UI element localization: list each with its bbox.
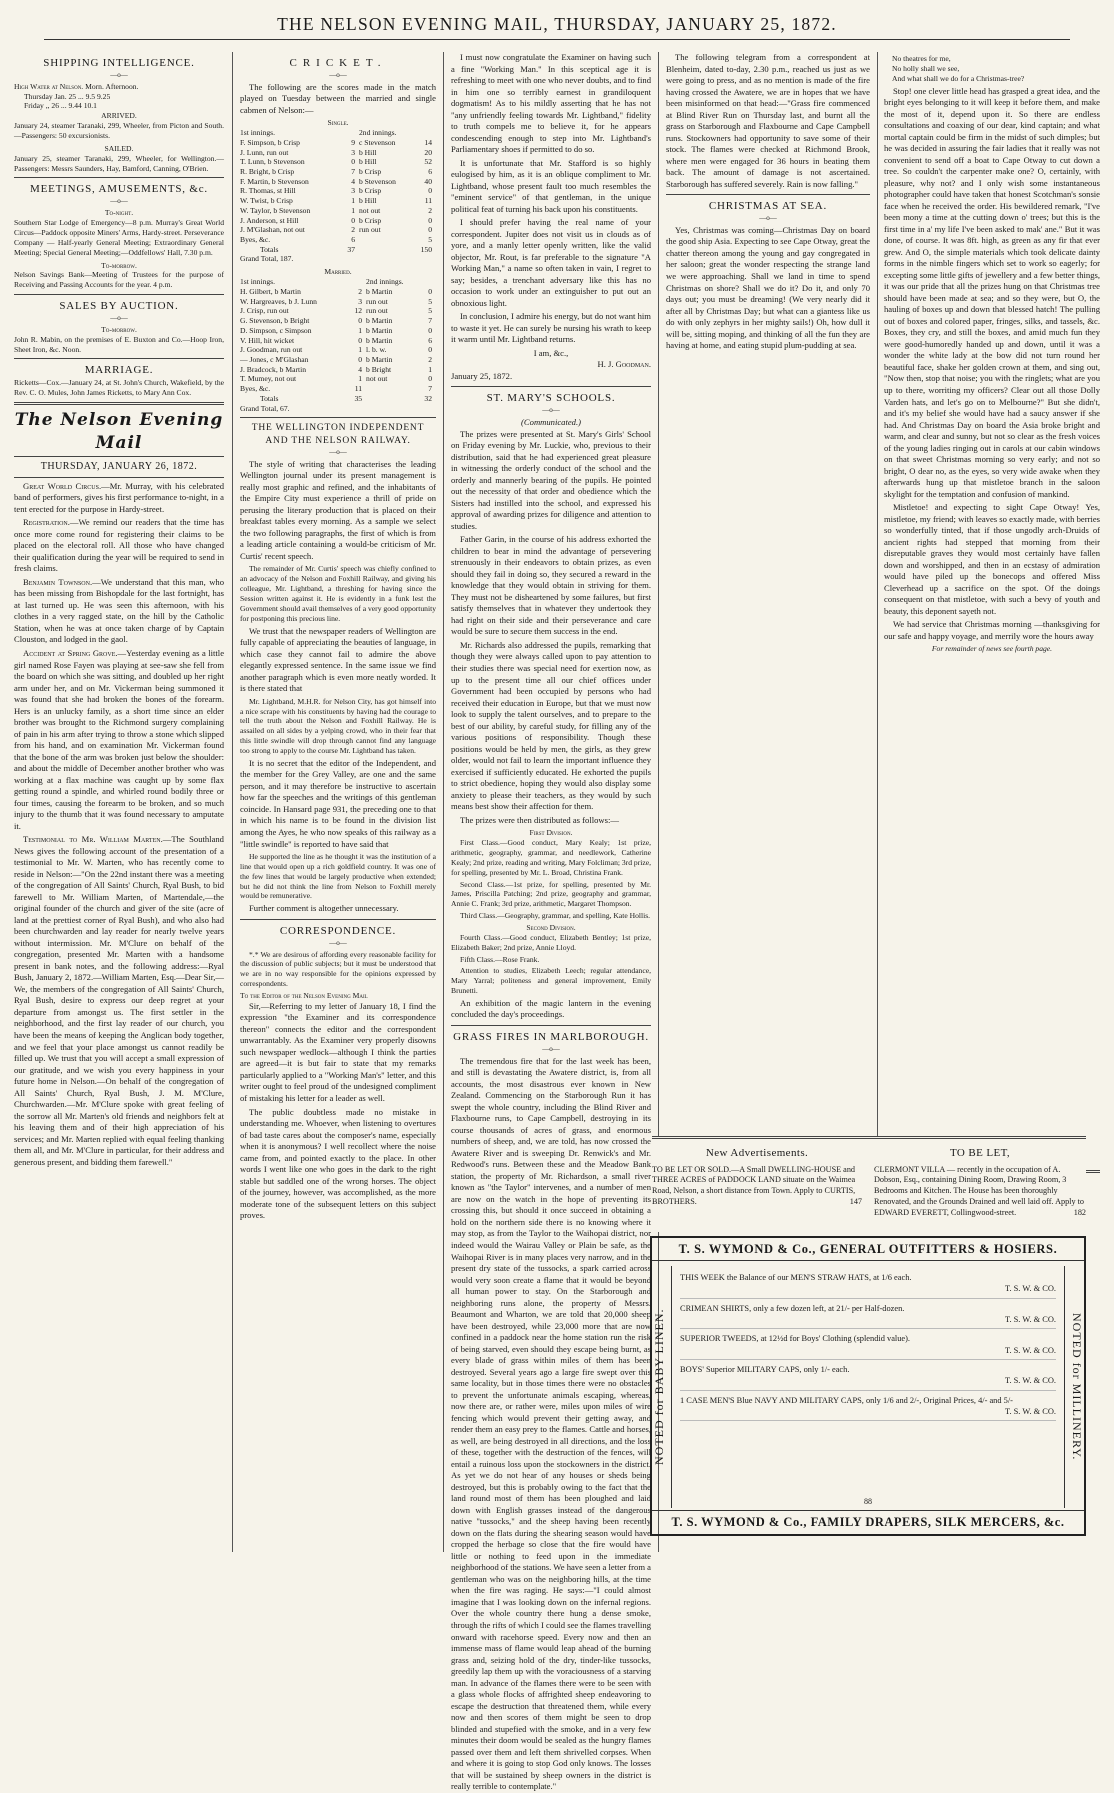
- score-cell: b Martin: [366, 354, 393, 364]
- score-cell: J. M'Glashan, not out: [240, 225, 305, 235]
- score-row: [240, 235, 436, 245]
- correspondence-p6: In conclusion, I admire his energy, but do not want him to waste it yet. He can surely be nursing his wrath to keep it warm until Mr. Lightband returns.: [451, 311, 651, 345]
- score-cell: J. Bradcock, b Martin: [240, 364, 307, 374]
- score-cell: 0: [358, 316, 363, 326]
- score-cell: W. Taylor, b Stevenson: [240, 205, 311, 215]
- news-lead: Great World Circus.: [23, 480, 102, 491]
- christmas-p4: We had service that Christmas morning —thanksgiving for our safe and happy voyage, and merrily wore the hours away: [884, 619, 1100, 641]
- shipping-heading: SHIPPING INTELLIGENCE.: [43, 57, 195, 69]
- score-row: [240, 355, 436, 365]
- innings-1-label: 1st innings.: [240, 277, 276, 287]
- correspondence-p2: The public doubtless made no mistake in understanding me. Whoever, when listening to overtures of bad taste cares about the composer's name, especially when it is anonymous? I well recollect where the noise came from, and pointed exactly to the place. In other words I went like one who goes in the dark to the right stable but saddled one of the wrong horses. The object of the journey, however, was accomplished, as the more moderate tone of the subsequent letters on this subject proves.: [240, 1106, 436, 1221]
- score-cell: 4: [358, 364, 363, 374]
- score-cell: D. Simpson, c Simpson: [240, 325, 312, 335]
- local-news: [14, 481, 224, 1168]
- score-cell: — Jones, c M'Glashan: [240, 354, 309, 364]
- score-cell: 2: [428, 205, 432, 215]
- new-ads-heading-left: New Advertisements.: [705, 1147, 809, 1159]
- railway-p1: The style of writing that characterises the leading Wellington journal under its present management is really most graphic and refined, and the inhabitants of the Empire City must experience a thrill of pride on perusing the literary production that is placed on their breakfast tables every morning. As a sample we select the two following paragraphs, the first of which is from a leading article containing a would-be criticism of Mr. Curtis' recent speech.: [240, 458, 436, 561]
- marriage-heading: MARRIAGE.: [84, 364, 154, 377]
- score-cell: W. Twist, b Crisp: [240, 196, 293, 206]
- news-item: [14, 648, 224, 832]
- divider: [14, 177, 224, 178]
- single-label: Single.: [327, 118, 349, 128]
- correspondence-p4: It is unfortunate that Mr. Stafford is so highly eulogised by him, as it is an oblique compliment to Mr. Lightband, whose present fault too much resembles the "eminent service" of that gentleman, in the unique political feat of turning his back upon his constituents.: [451, 157, 651, 214]
- score-cell: not out: [358, 205, 381, 215]
- score-row: [240, 177, 436, 187]
- score-row: [240, 167, 436, 177]
- wymond-item-text: CRIMEAN SHIRTS, only a few dozen left, at 21/- per Half-dozen.: [680, 1303, 905, 1313]
- news-lead: Registration.: [23, 517, 70, 528]
- correspondence-p3: I must now congratulate the Examiner on having such a fine "Working Man." In this sceptical age it is refreshing to meet with one who never doubts, and to find in him one so terribly earnest in grandiloquent dogmatism! As to his mildly asserting that he has not "any unfriendly feeling towards Mr. Lightband," fidelity to truth compels me to believe it, for he appears condescending enough to step into Mr. Lightband's Parliamentary shoes if permitted to do so.: [451, 52, 651, 155]
- score-cell: 0: [428, 215, 432, 225]
- score-row: [240, 287, 436, 297]
- score-row: [240, 225, 436, 235]
- christmas-p3: Mistletoe! and expecting to sight Cape Otway! Yes, mistletoe, my friend; with leaves so exactly made, with berries so wonderfully tinted, that if those ungodly arch-Druids of ancient rights had stepped that morning from their disreputable graves they would most certainly have fallen down and worshipped, and then in an ecstasy of admiration would have piled up the bonecops and offered Miss Cleverhead up a sacrifice on the spot. Of the doings consequent on that mistletoe, with such a bevy of youth and beauty, this deponent sayeth not.: [884, 502, 1100, 616]
- score-cell: G. Stevenson, b Bright: [240, 316, 310, 326]
- score-row: [240, 148, 436, 158]
- score-cell: 1: [358, 345, 363, 355]
- score-cell: [366, 384, 419, 394]
- marriage-text: Ricketts—Cox.—January 24, at St. John's Church, Wakefield, by the Rev. C. O. Mules, John James Ricketts, to Mary Ann Cox.: [14, 378, 224, 397]
- tomorrow-text: Nelson Savings Bank—Meeting of Trustees for the purpose of Receiving and Passing Accounts for the year. 4 p.m.: [14, 270, 224, 290]
- auction-tomorrow-label: To-morrow.: [101, 324, 137, 334]
- score-cell: b Crisp: [358, 167, 382, 177]
- to-let-zone: [652, 1136, 1086, 1232]
- wymond-head: T. S. WYMOND & Co., GENERAL OUTFITTERS & HOSIERS.: [652, 1238, 1084, 1261]
- score-cell: 1: [358, 325, 363, 335]
- score-cell: run out: [366, 306, 388, 316]
- communicated: (Communicated.): [521, 417, 581, 428]
- news-text: —We remind our readers that the time has once more come round for registering their claims to be placed on the electoral roll. All those who have changed their qualification during the year will be required to send in fresh claims.: [14, 517, 224, 574]
- news-lead: Testimonial to Mr. William Marten.: [23, 834, 163, 845]
- to-editor: To the Editor of the Nelson Evening Mail: [240, 991, 368, 1000]
- christmas-heading: CHRISTMAS AT SEA.: [708, 200, 828, 213]
- score-cell: run out: [358, 225, 381, 235]
- closing: I am, &c.,: [533, 347, 569, 358]
- sailed-text: January 25, steamer Taranaki, 299, Wheeler, for Wellington.—Passengers: Messrs Saunders, Hay, Bamford, Canning, O'Brien.: [14, 153, 224, 173]
- grass-fires-p1: The tremendous fire that for the last week has been, and still is devastating the Awatere district, is, from all accounts, the most disastrous ever known in New Zealand. Commencing on the Starborough Run it has swept the whole country, including the Blind River and Flaxbourne runs, to Cape Campbell, destroying in its course thousands of acres of grass, and enormous numbers of sheep, and, we are told, has now crossed the Awatere River and is sweeping Dr. Renwick's and Mr. Redwood's runs. Between these and the Meadow Bank station, the property of Mr. Richardson, a small river known as "the Taylor" intervenes, and a number of men are now on the watch in the hope of preventing its crossing this, but should it once succeed in obtaining a hold on the northern side there is no knowing where it may stop, as from the Taylor to the Waihopai district, nor indeed would the Wairau Valley or Plain be safe, as the Waihopai River is in many places very narrow, and in the present dry state of the tussocks, a spark carried across would very soon create a flame that it would be beyond all human power to stay. On the Starborough and neighboring runs alone, the property of Messrs. Beaumont and Wharton, we are told that 20,000 sheep have been destroyed, while 23,000 more that are now confined in a paddock near the home station run the risk of being starved, even should they escape being burnt, as every blade of grass within miles of them has been destroyed. Several years ago a large fire swept over this same locality, but in those times there were no obstacles to prevent the unfortunate animals escaping, whereas, now there are, or rather were, miles upon miles of wire fencing which would prevent their getting away, and render them an easy prey to the flames. Cattle and horses, as well, are being destroyed in all directions, and the loss of these, together with the destruction of the fences, will entail a ruinous loss upon the stockowners in the district. As yet we do not hear of any houses or sheds being destroyed, but this is probably owing to the fact that the land round most of them has been ploughed and laid down with English grasses instead of the dangerous native "tussocks," and the sheep having been recently down on the flats during the shearing season would have cropped the herbage so close that the fire would have little or nothing to feed upon in the immediate neighborhood of the stations. We have seen a letter from a gentleman who was on the neighboring hills, at the time when the fire was raging. He says:—"I could almost imagine that I was looking down on the infernal regions. Over the whole country there hung a dense smoke, through the rifts of which I could see the flames travelling onward with racehorse speed. Every now and then an immense mass of flame would leap ahead of the burning grass and, seizing hold of the dry, tinder-like tussocks, greedily lap them up with the voraciousness of a starving man. In advance of the flames there were to be seen with a glass whole flocks of affrighted sheep endeavoring to escape the destruction that threatened them, while every now and then scores of them might be seen to drop blinded and stupefied with the smoke, and in a very few minutes their doom would be sealed as the hungry flames passed over them and left them shrivelled corpses. When and where it is going to stop God only knows. The losses that will be sustained by sheep owners in the district is really terrible to contemplate.": [451, 1055, 651, 1792]
- score-row: [240, 336, 436, 346]
- christmas-p2: Stop! one clever little head has grasped a great idea, and the bright eyes belonging to it will keep it before them, and make the most of it, depend upon it. So there are endless consultations and coaxing of our dear, kind captain; and what mortal captain could be firm in the midst of such dimples; but he was decided in assuring the fair ladies that it really was not convenient to send off a boat to Cape Otway to cut down a tree. So couldn't the carpenter make one? O, certainly, with pleasure, why not? and I only wish some instantaneous photographer could have taken that honest Scotchman's sonsie face when he received the order. His bewildered remark, "I've been mony a time at the cutting down o' trees; but this is the first time in a' my life I've been asked to mak' ane." But it was done, of course. It was 8ft. high, as green as any fir that ever grew. And O, the simple materials which took delicate dainty forms in the nimble fingers which set to work so eagerly; for excepting some little gifts of jewellery and a few better things, it was our pride that all the prizes hung on that Christmas tree should have been made at sea; and so they were, but O, the hauling of boxes up and down that blessed hatch! The pulling out of boxes and colored paper, fringes, silks, and tassels, &c. Boxes, they cry, and still the boxes, and amid much fun they were good-humoredly handed up and down, until it was a wonder the white lady at the bow did not turn round her beautiful face, shake her golden crown at them, and sing out, "Now then, stop that noise; you with the ringlets; what are you up to there, worriting my officers? Clear out all those Dolly Varden hats, and let's go on to Melbourne?" But she didn't, and it's my belief she would have had a saucy answer if she had. And Christmas Day on board the Asia broke bright and warm, and clear and sunny, but not so clear as the fresh voices of the young ladies ringing out in carols at our cabin windows on that sweet Christmas morning so very early; and not so bright, O dear no, as the eyes, so very wide awake when they afterwards hung up that mistletoe branch in the saloon skylight for the temptation and confusion of mankind.: [884, 85, 1100, 499]
- score-cell: 0: [428, 286, 432, 296]
- wymond-item-text: BOYS' Superior MILITARY CAPS, only 1/- each.: [680, 1365, 850, 1375]
- score-cell: [359, 235, 414, 245]
- totals-2: 150: [420, 244, 432, 254]
- score-cell: 7: [428, 384, 432, 394]
- news-lead: Benjamin Townson.: [23, 576, 93, 587]
- score-cell: b Stevenson: [358, 176, 396, 186]
- score-cell: b Martin: [366, 286, 393, 296]
- score-cell: R. Thomas, st Hill: [240, 186, 296, 196]
- correspondence-note: *.* We are desirous of affording every reasonable facility for the discussion of public subjects; but it must be understood that we are in no way responsible for the opinions expressed by correspondents.: [240, 949, 436, 989]
- ad1: [652, 1165, 862, 1208]
- score-cell: 4: [351, 176, 355, 186]
- ornament: —o—: [759, 213, 777, 222]
- wymond-item-by: T. S. W. & CO.: [1004, 1376, 1056, 1386]
- letter-date: January 25, 1872.: [451, 370, 513, 381]
- meetings-heading: MEETINGS, AMUSEMENTS, &c.: [30, 183, 208, 196]
- railway-p2: We trust that the newspaper readers of Wellington are fully capable of appreciating the beauties of language, in which case they cannot fail to admire the above elegantly expressed sentence. In the same issue we find another paragraph which is even more neatly worded. It is there stated that: [240, 625, 436, 694]
- ornament: —o—: [110, 313, 128, 322]
- score-row: [240, 374, 436, 384]
- score-row: [240, 157, 436, 167]
- ornament: —o—: [542, 406, 560, 415]
- score-cell: 7: [351, 167, 355, 177]
- score-cell: 2: [351, 225, 355, 235]
- sailed-label: SAILED.: [104, 143, 134, 153]
- wymond-item: [680, 1299, 1056, 1330]
- wymond-advertisement: [650, 1236, 1086, 1536]
- fourth-class: Fourth Class.—Good conduct, Elizabeth Bentley; 1st prize, Elizabeth Baker; 2nd prize, Annie Lloyd.: [451, 932, 651, 952]
- railway-heading: THE WELLINGTON INDEPENDENT AND THE NELSON RAILWAY.: [251, 423, 425, 447]
- column-3: [451, 52, 651, 1792]
- score-cell: b Martin: [366, 316, 393, 326]
- news-lead: Accident at Spring Grove.: [23, 647, 118, 658]
- tide-row: Friday ,, 26 ... 9.44 10.1: [24, 101, 97, 111]
- score-cell: J. Crisp, run out: [240, 306, 289, 316]
- score-cell: 3: [351, 147, 355, 157]
- score-cell: 11: [354, 384, 363, 394]
- totals-1: 35: [354, 393, 363, 403]
- married-grand-total: Grand Total, 67.: [240, 403, 290, 413]
- railway-quote3: He supported the line as he thought it was the institution of a line that would open up a rich goldfield country. It was one of the few lines that would be largely productive when extended; but he did not think the line from Nelson to Foxhill merely would be remunerative.: [240, 852, 436, 901]
- score-cell: 0: [428, 325, 432, 335]
- score-cell: b Martin: [366, 325, 393, 335]
- score-cell: V. Hill, hit wicket: [240, 335, 295, 345]
- totals-1: 37: [347, 244, 355, 254]
- score-cell: J. Lunn, run out: [240, 147, 289, 157]
- correspondence-p5: I should prefer having the real name of your correspondent. Jupiter does not visit us in clouds as of yore, and a manly letter openly written, like the valid objector, Mr. Rout, is far preferable to the signature "A Working Man," a name so often taken in vain, I regret to say; besides, a trenchant adversary like this has no occasion to work under an extinguisher to put out an obnoxious light.: [451, 217, 651, 308]
- score-cell: 0: [428, 374, 432, 384]
- score-cell: 1: [351, 196, 355, 206]
- score-cell: T. Lunn, b Stevenson: [240, 157, 305, 167]
- score-row: [240, 306, 436, 316]
- innings-head: [240, 128, 436, 138]
- score-cell: b Crisp: [358, 215, 382, 225]
- totals-label: Totals: [260, 244, 279, 254]
- column-4: [666, 52, 870, 1222]
- railway-p4: Further comment is altogether unnecessary.: [249, 903, 399, 914]
- wymond-item-by: T. S. W. & CO.: [1004, 1284, 1056, 1294]
- railway-quote2: Mr. Lightband, M.H.R. for Nelson City, has got himself into a nice scrape with his constituents by having had the courage to tell the truth about the Nelson and Foxhill Railway. He is assailed on all sides by a yelping crowd, who in their fear that this little swindle will drop through cannot find any language too strong to apply to the course Mr. Lightband has taken.: [240, 696, 436, 756]
- ornament: —o—: [329, 938, 347, 947]
- score-cell: 5: [428, 296, 432, 306]
- ornament: —o—: [542, 1044, 560, 1053]
- divider: [14, 402, 224, 405]
- divider: [666, 194, 870, 195]
- ornament: —o—: [110, 70, 128, 79]
- score-cell: H. Gilbert, b Martin: [240, 286, 301, 296]
- score-cell: J. Anderson, st Hill: [240, 215, 299, 225]
- score-cell: 11: [424, 196, 432, 206]
- railway-quote1: The remainder of Mr. Curtis' speech was chiefly confined to an advocacy of the Nelson and Foxhill Railway, and giving his colleague, Mr. Lightband, a threshing for having since the Session written against it. He is evidently in a funk lest the Government should avail themselves of a very good opportunity for postponing this precious line.: [240, 564, 436, 623]
- score-row: [240, 365, 436, 375]
- score-cell: not out: [366, 374, 388, 384]
- correspondence-p1: Sir,—Referring to my letter of January 18, I find the expression "the Examiner and its correspondence thereon" connects the editor and the correspondent unwarrantably. As the Examiner very properly disowns such newspaper wedlock—although I think the parties are agreed—it is but fair to state that my remarks particularly applied to a "Working Man's" letter, and this writer ought to feel proud of the undesigned compliment of mistaking his letter for a leader as well.: [240, 1000, 436, 1103]
- tonight-label: To-night.: [104, 208, 134, 218]
- score-cell: 5: [428, 306, 432, 316]
- totals-row: [240, 245, 436, 255]
- score-cell: b Hill: [358, 157, 377, 167]
- divider: [240, 417, 436, 418]
- score-row: [240, 186, 436, 196]
- column-5: [884, 52, 1100, 1222]
- score-cell: 0: [358, 335, 363, 345]
- score-cell: 0: [358, 354, 363, 364]
- score-cell: 6: [428, 335, 432, 345]
- divider: [652, 1136, 1086, 1139]
- news-item: [14, 577, 224, 646]
- wymond-item-by: T. S. W. & CO.: [1004, 1407, 1056, 1417]
- column-2: [240, 52, 436, 1552]
- schools-p4: The prizes were then distributed as follows:—: [460, 814, 619, 825]
- auction-text: John R. Mabin, on the premises of E. Buxton and Co.—Hoop Iron, Sheet Iron, &c. Noon.: [14, 334, 224, 354]
- news-item: [14, 834, 224, 1168]
- score-cell: 3: [351, 186, 355, 196]
- paper-date: THURSDAY, JANUARY 26, 1872.: [14, 456, 224, 477]
- second-division: Second Division.: [526, 922, 576, 932]
- arrived-label: ARRIVED.: [101, 111, 137, 121]
- first-class: First Class.—Good conduct, Mary Kealy; 1st prize, arithmetic, geography, grammar, and needlework, Catherine Kealy; 2nd prize, reading and writing, Mary Folcliman; 3rd prize, for spelling, presented by Mr. L. Broad, Christina Frank.: [451, 838, 651, 877]
- schools-p3: Mr. Richards also addressed the pupils, remarking that though they were always called upon to pay attention to their studies there was special need for exertion now, as up to the present time all our chief offices under Government had been occupied by persons who had received their education in Europe, but that we must now look to supply the talent ourselves, and to prepare to the best of our ability, by careful study, for filling any of the various positions of responsibility. Though these positions would be held by men, the girls, as they grew older, would not fail to learn the important influence they exercised if sufficiently educated. He exhorted the pupils to strict obedience, hoping they would also display some anxiety to please their teachers, as they would by such means best show their affection for them.: [451, 639, 651, 812]
- to-be-let-heading: TO BE LET,: [949, 1147, 1011, 1159]
- score-row: [240, 384, 436, 394]
- arrived-text: January 24, steamer Taranaki, 299, Wheeler, from Picton and South.—Passengers: 50 excursionists.: [14, 121, 224, 141]
- wymond-item-text: THIS WEEK the Balance of our MEN'S STRAW HATS, at 1/6 each.: [680, 1273, 912, 1282]
- ad-block-right: [874, 1142, 1086, 1219]
- schools-p2: Father Garin, in the course of his address exhorted the children to bear in mind the advantage of persevering strenuously in their endeavors to obtain prizes, as even should they fail in doing so, they secured a reward in the knowledge that they would obtain in striving for them. They must not be disheartened by some failures, but first satisfy themselves that in whatever they undertook they had right on their side and their perseverance and care would be sure to secure them success in the end.: [451, 534, 651, 637]
- wymond-item-text: 1 CASE MEN'S Blue NAVY AND MILITARY CAPS, only 1/6 and 2/-, Original Prices, 4/- and 5/-: [680, 1395, 1013, 1405]
- innings-2-label: 2nd innings.: [358, 128, 397, 138]
- cricket-intro: The following are the scores made in the match played on Tuesday between the married and single cabmen of Nelson:—: [240, 81, 436, 115]
- score-cell: 0: [428, 225, 432, 235]
- score-cell: b Hill: [358, 196, 377, 206]
- railway-p3: It is no secret that the editor of the Independent, and the member for the Grey Valley, are one and the same person, and it may therefore be instructive to ascertain how far the speeches and the writings of this gentleman coincide. In Hansard page 931, the preceding one to that in which his name is to be found in the division list among the Ayes, he who now speaks of this railway as a "little swindle" is reported to have said that: [240, 757, 436, 849]
- score-cell: 5: [428, 235, 432, 245]
- score-cell: run out: [366, 296, 388, 306]
- tide-row: Thursday Jan. 25 ... 9.5 9.25: [24, 91, 111, 101]
- wymond-number: 88: [864, 1497, 872, 1506]
- score-row: [240, 196, 436, 206]
- tomorrow-label: To-morrow.: [101, 260, 137, 270]
- column-rule: [443, 52, 444, 1552]
- wymond-item-by: T. S. W. & CO.: [1004, 1315, 1056, 1325]
- score-cell: 3: [358, 296, 363, 306]
- remainder-note: For remainder of news see fourth page.: [931, 644, 1053, 654]
- high-water-label: High Water at Nelson.: [14, 81, 84, 91]
- score-cell: Byes, &c.: [240, 235, 271, 245]
- score-cell: 2: [428, 354, 432, 364]
- score-cell: b Martin: [366, 335, 393, 345]
- divider: [451, 1025, 651, 1026]
- score-cell: 7: [428, 316, 432, 326]
- innings-2-label: 2nd innings.: [366, 277, 404, 287]
- divider: [451, 386, 651, 387]
- single-grand-total: Grand Total, 187.: [240, 254, 294, 264]
- score-cell: 6: [428, 167, 432, 177]
- score-row: [240, 297, 436, 307]
- score-cell: 20: [424, 147, 432, 157]
- wymond-item: [680, 1391, 1056, 1422]
- totals-row: [240, 394, 436, 404]
- score-row: [240, 326, 436, 336]
- score-cell: c Stevenson: [358, 137, 396, 147]
- wymond-item-text: SUPERIOR TWEEDS, at 12½d for Boys' Clothing (splendid value).: [680, 1334, 911, 1344]
- ornament: —o—: [110, 197, 128, 206]
- christmas-p1: Yes, Christmas was coming—Christmas Day on board the good ship Asia. Expecting to see Cape Otway, great the chatter thereon among the young and gay congregated in her saloon; great the wonder respecting the strange land we were approaching. Shall we land in time to spend Christmas on shore? Shall we do it? Do it, and only 70 days out; you must be dreaming! (We very nearly did it after all by Christmas Day; but what can a giantess like us do with only zephyrs in her mighty sails!) Oh, how dull it will be, sitting moping, and thinking of all the fun they are having at home, and eating stupid plum-pudding at sea.: [666, 224, 870, 351]
- grass-fires-heading: GRASS FIRES IN MARLBOROUGH.: [453, 1031, 649, 1043]
- paper-title: The Nelson Evening Mail: [14, 409, 224, 453]
- totals-label: Totals: [260, 393, 279, 403]
- innings-head: [240, 277, 436, 287]
- ad2-text: CLERMONT VILLA — recently in the occupation of A. Dobson, Esq., containing Dining Room, Drawing Room, 3 Bedrooms and Kitchen. The House has been thoroughly Renovated, and the Grounds Drained and well laid off. Apply to EDWARD EVERETT, Collingwood-street.: [874, 1164, 1084, 1217]
- score-cell: 9: [351, 137, 355, 147]
- score-cell: 6: [351, 235, 355, 245]
- score-cell: 0: [428, 345, 432, 355]
- second-class: Second Class.—1st prize, for spelling, presented by Mr. James, Priscilla Patching; 2nd prize, geography and grammar, Annie C. Frank; 3rd prize, arithmetic, Margaret Thompson.: [451, 879, 651, 909]
- score-cell: 12: [354, 306, 363, 316]
- signature: H. J. Goodman.: [597, 359, 651, 370]
- wymond-foot: T. S. WYMOND & Co., FAMILY DRAPERS, SILK MERCERS, &c.: [652, 1510, 1084, 1534]
- column-rule: [877, 52, 878, 1222]
- score-cell: R. Bright, b Crisp: [240, 167, 295, 177]
- score-row: [240, 216, 436, 226]
- score-cell: b Bright: [366, 364, 392, 374]
- news-text: —Mr. Murray, with his celebrated band of performers, gives his first performance to-night, in a tent erected for the purpose in Hardy-street.: [14, 480, 224, 514]
- score-cell: 0: [351, 157, 355, 167]
- score-cell: F. Simpson, b Crisp: [240, 137, 300, 147]
- ad1-number-left: 147: [849, 1197, 862, 1206]
- ornament: —o—: [329, 447, 347, 456]
- news-text: —The Southland News gives the following account of the presentation of a testimonial to Mr. W. Marten, who has recently come to reside in Nelson:—"On the 22nd instant there was a meeting of the congregation of All Saints' Church, Ryal Bush, to bid farewell to Mr. William Marten, of Martendale,—the original founder of the church and giver of the site (acre of land at the prettiest corner of Ryal Bush), and who also had been churchwarden and lay reader for nearly twelve years without intermission. Mr. M'Clure on behalf of the congregation, presented Mr. Marten with a handsome present in bank notes, and the following address:—Ryal Bush, January 2, 1872.—William Marten, Esq.—Dear Sir,—We, the members of the congregation of All Saints' Church, Ryal Bush, desire to express our deep regret at your departure from amongst us. The first settler in the neighborhood, and the first lay reader of our church, you have been the means of keeping the Anglican body together, and we feel that your place amongst us cannot readily be filled up. We trust that you will accept a small expression of our gratitude, and we wish you every happiness in your future home in Nelson.—On behalf of the congregation of All Saints' Church, Ryal Bush, J. M. M'Clure, Churchwarden.—Mr. M'Clure spoke with great feeling of the sorrow all Mr. Marten's old friends and neighbors felt at his leaving them and of their high appreciation of his services; and Mr. Marten replied with equal feeling thanking them all, and Mr. M'Clure in particular, for their address and generous present, and bidding them farewell.": [14, 834, 224, 1167]
- ad2: [874, 1165, 1086, 1219]
- score-cell: 2: [358, 286, 363, 296]
- news-text: —Yesterday evening as a little girl named Rose Fayen was playing at see-saw she fell from the board on which she was sitting, and doubled up her right arm under her, and on Mr. Vickerman being summoned it was found that she had broken the bones of the forearm. Hers is an unlucky family, as a short time since an elder brother was brought to the Richmond surgery complaining of pain in his arm after trying to throw a stone which slipped from his hand, and on examination Mr. Vickerman found that the bone of the arm was broken just below the shoulder: and about the middle of December another brother who was working at a flax machine was caught up by some flax getting round a spindle, and whirled round bodily three or four times, causing the forearm to be broken, and so much injury to the thumb that it was found necessary to amputate it.: [14, 647, 225, 831]
- ornament: —o—: [329, 70, 347, 79]
- ad2-number: 182: [1073, 1207, 1086, 1217]
- schools-heading: ST. MARY'S SCHOOLS.: [486, 392, 616, 405]
- score-cell: 1: [358, 374, 363, 384]
- score-cell: T. Mumey, not out: [240, 374, 297, 384]
- schools-p1: The prizes were presented at St. Mary's Girls' School on Friday evening by Mr. Luckie, who, previous to their distribution, said that he had experienced great pleasure in witnessing the orderly conduct of the school and the orderly and mannerly bearing of the pupils. He pointed out the necessity of that order and obedience which the Sisters had instilled into the school, and expressed his approval of awarding prizes for diligence and attention to studies.: [451, 428, 651, 531]
- score-cell: 14: [424, 137, 432, 147]
- cricket-heading: CRICKET.: [289, 57, 387, 69]
- high-water-cols: Morn. Afternoon.: [85, 81, 139, 91]
- score-cell: b Crisp: [358, 186, 382, 196]
- grass-fires-p2: The following telegram from a correspondent at Blenheim, dated to-day, 2.30 p.m., reached us just as we were going to press, and as no mention is made of the fire having crossed the Awatere, we are in hopes that we have been misinformed on that head:—"Grass fire commenced at Blind River Run on Thursday last, and burnt all the grass on Starborough and Flaxbourne and Cape Campbell runs. Stockowners had opportunity to save some of their stock. The flames were checked at Richmond Brook, where men were engaged for 36 hours in beating them back. The amount of damage is not ascertained. Starborough has suffered severely. Rain is now falling.": [666, 52, 870, 189]
- score-cell: 1: [428, 364, 432, 374]
- score-cell: 52: [424, 157, 432, 167]
- auction-heading: SALES BY AUCTION.: [59, 300, 179, 313]
- divider: [14, 294, 224, 295]
- fifth-class: Fifth Class.—Rose Frank.: [460, 954, 540, 964]
- score-row: [240, 345, 436, 355]
- divider: [240, 919, 436, 920]
- score-cell: J. Goodman, run out: [240, 345, 303, 355]
- wymond-item-by: T. S. W. & CO.: [1004, 1345, 1056, 1355]
- schools-p5: An exhibition of the magic lantern in the evening concluded the day's proceedings.: [451, 997, 651, 1020]
- divider: [14, 358, 224, 359]
- wymond-side-left: NOTED for BABY LINEN.: [652, 1266, 672, 1508]
- score-row: [240, 138, 436, 148]
- score-row: [240, 206, 436, 216]
- wymond-items: [680, 1268, 1056, 1506]
- news-item: [14, 481, 224, 516]
- tonight-text: Southern Star Lodge of Emergency—8 p.m. Murray's Great World Circus—Paddock opposite Miners' Arms, Hardy-street. Perseverance Company — Half-yearly General Meeting; Extraordinary General Meeting; Special General Meeting;—Oddfellows' Hall, 7.30 p.m.: [14, 218, 224, 257]
- third-class: Third Class.—Geography, grammar, and spelling, Kate Hollis.: [460, 911, 651, 921]
- christmas-verse: No theatres for me, No holly shall we see, And what shall we do for a Christmas-tree?: [892, 54, 1025, 83]
- ad1-text-left: TO BE LET OR SOLD.—A Small DWELLING-HOUSE and THREE ACRES of PADDOCK LAND situate on the Waimea Road, Nelson, a short distance from Town. Apply to CURTIS, BROTHERS.: [652, 1164, 856, 1206]
- score-cell: Byes, &c.: [240, 384, 271, 394]
- innings-1-label: 1st innings.: [240, 128, 276, 138]
- correspondence-heading: CORRESPONDENCE.: [279, 924, 397, 937]
- score-cell: l. b. w.: [366, 345, 387, 355]
- high-water-line: [14, 82, 224, 92]
- masthead: THE NELSON EVENING MAIL, THURSDAY, JANUARY 25, 1872.: [44, 10, 1070, 40]
- score-row: [240, 316, 436, 326]
- score-cell: W. Hargreaves, b J. Lunn: [240, 296, 317, 306]
- married-label: Married.: [324, 267, 352, 277]
- score-cell: F. Martin, b Stevenson: [240, 176, 309, 186]
- score-cell: 0: [351, 215, 355, 225]
- ad-block-left: [652, 1142, 862, 1208]
- score-cell: b Hill: [358, 147, 377, 157]
- score-cell: 1: [351, 205, 355, 215]
- news-text: —We understand that this man, who has been missing from Bishopdale for the last fortnight, has at last turned up. He was seen this afternoon, with his clothes in a very ragged state, on the hill by the Catholic Station, when he was at once taken charge of by Captain Clouston, and lodged in the gaol.: [14, 576, 224, 645]
- wymond-side-right: NOTED for MILLINERY.: [1064, 1266, 1084, 1508]
- score-cell: 0: [428, 186, 432, 196]
- totals-2: 32: [424, 393, 432, 403]
- attention: Attention to studies, Elizabeth Leech; regular attendance, Mary Yarral; politeness and general improvement, Emily Brunetti.: [451, 966, 651, 996]
- wymond-item: [680, 1268, 1056, 1299]
- wymond-item: [680, 1360, 1056, 1391]
- single-scorecard: [240, 128, 436, 254]
- first-division: First Division.: [529, 828, 573, 838]
- news-item: [14, 517, 224, 575]
- score-cell: 40: [424, 176, 432, 186]
- married-scorecard: [240, 277, 436, 403]
- column-rule: [232, 52, 233, 1552]
- wymond-item: [680, 1329, 1056, 1360]
- column-1: [14, 52, 224, 1552]
